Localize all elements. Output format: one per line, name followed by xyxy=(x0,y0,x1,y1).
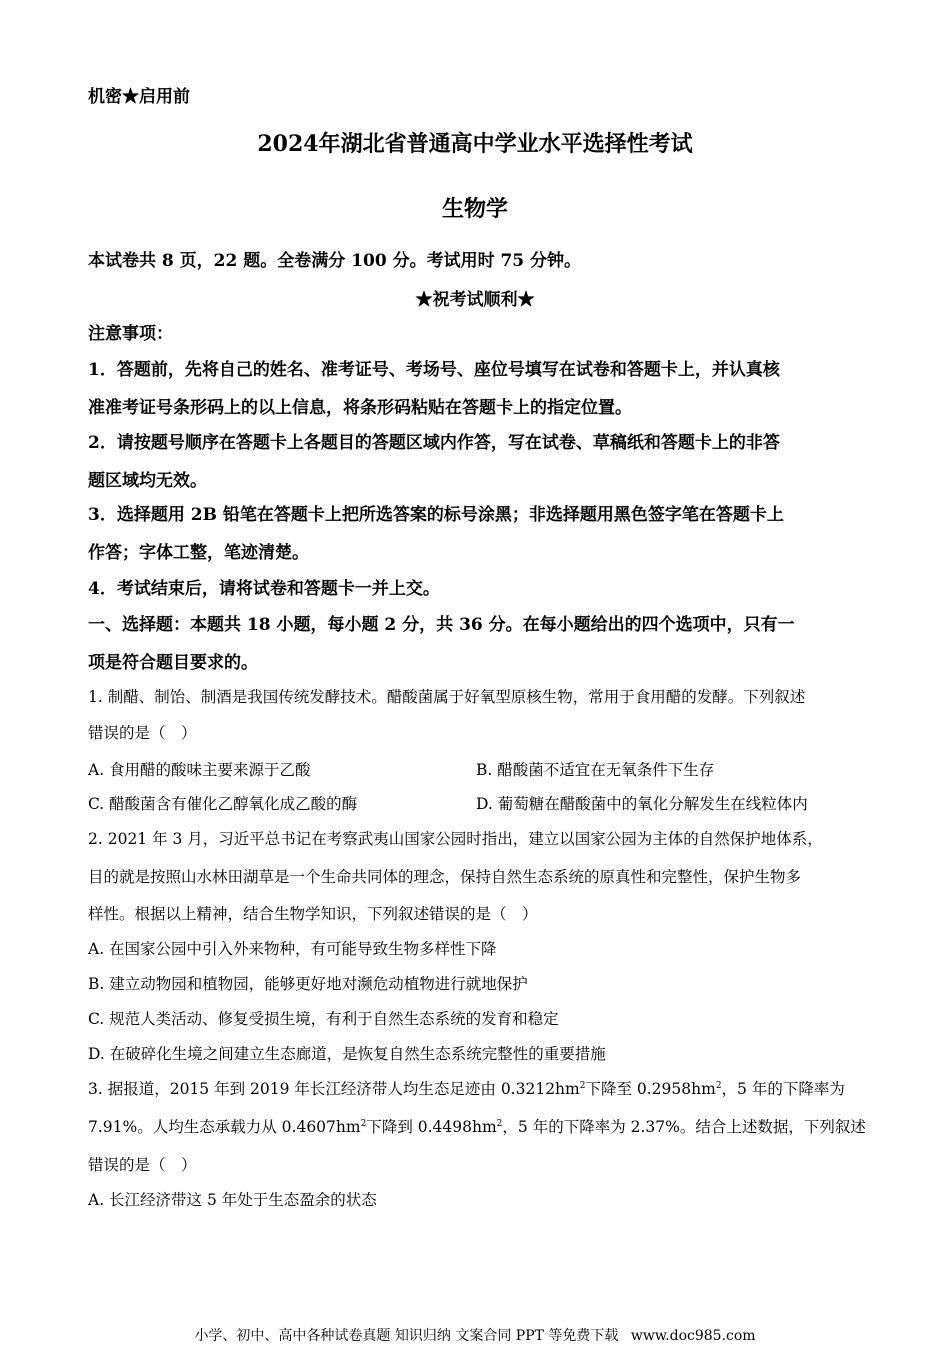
exam-info: 本试卷共 8 页，22 题。全卷满分 100 分。考试用时 75 分钟。 xyxy=(88,251,582,271)
question-2-line-1: 2. 2021 年 3 月，习近平总书记在考察武夷山国家公园时指出，建立以国家公园为主体的自然保护地体系， xyxy=(88,830,823,848)
question-1-line-2: 错误的是（ ） xyxy=(88,724,197,742)
superscript-2: 2 xyxy=(360,1118,367,1129)
exam-title: 2024年湖北省普通高中学业水平选择性考试 xyxy=(257,131,693,157)
confidential-label: 机密★启用前 xyxy=(88,87,190,107)
question-2-option-b: B. 建立动物园和植物园，能够更好地对濒危动植物进行就地保护 xyxy=(88,975,528,993)
note-2-line-2: 题区域均无效。 xyxy=(88,471,207,491)
note-1-line-1: 1．答题前，先将自己的姓名、准考证号、考场号、座位号填写在试卷和答题卡上，并认真核 xyxy=(88,360,780,380)
question-1-line-1: 1. 制醋、制饴、制酒是我国传统发酵技术。醋酸菌属于好氧型原核生物，常用于食用醋的发酵。下列叙述 xyxy=(88,688,806,706)
question-2-line-2: 目的就是按照山水林田湖草是一个生命共同体的理念，保持自然生态系统的原真性和完整性，保护生物多 xyxy=(88,868,802,886)
note-3-line-1: 3．选择题用 2B 铅笔在答题卡上把所选答案的标号涂黑；非选择题用黑色签字笔在答题卡上 xyxy=(88,505,784,525)
question-3-option-a: A. 长江经济带这 5 年处于生态盈余的状态 xyxy=(88,1191,377,1209)
footer-url: www.doc985.com xyxy=(630,1328,756,1344)
note-4: 4．考试结束后，请将试卷和答题卡一并上交。 xyxy=(88,579,440,599)
section-1-line-1: 一、选择题：本题共 18 小题，每小题 2 分，共 36 分。在每小题给出的四个选项中，只有一 xyxy=(88,615,795,635)
question-3-line-1 xyxy=(88,1077,845,1099)
question-2-option-d: D. 在破碎化生境之间建立生态廊道，是恢复自然生态系统完整性的重要措施 xyxy=(88,1045,606,1063)
footer-text: 小学、初中、高中各种试卷真题 知识归纳 文案合同 PPT 等免费下载 xyxy=(194,1328,619,1344)
q3-text-part: 3. 据报道，2015 年到 2019 年长江经济带人均生态足迹由 0.3212hm xyxy=(88,1080,580,1098)
note-1-line-2: 准准考证号条形码上的以上信息，将条形码粘贴在答题卡上的指定位置。 xyxy=(88,398,632,418)
question-3-line-3: 错误的是（ ） xyxy=(88,1156,197,1174)
q3-text-part: ，5 年的下降率为 2.37%。结合上述数据，下列叙述 xyxy=(502,1118,866,1136)
q3-text-part: 下降至 0.2958hm xyxy=(585,1080,716,1098)
q3-text-part: 下降到 0.4498hm xyxy=(366,1118,497,1136)
good-luck-banner: ★祝考试顺利★ xyxy=(415,290,535,310)
question-2-option-c: C. 规范人类活动、修复受损生境，有利于自然生态系统的发育和稳定 xyxy=(88,1010,559,1028)
question-1-option-c: C. 醋酸菌含有催化乙醇氧化成乙酸的酶 xyxy=(88,795,358,813)
q3-text-part: ，5 年的下降率为 xyxy=(721,1080,845,1098)
q3-text-part: 7.91%。人均生态承载力从 0.4607hm xyxy=(88,1118,361,1136)
superscript-2: 2 xyxy=(496,1118,503,1129)
question-3-line-2 xyxy=(88,1115,866,1137)
notes-heading: 注意事项： xyxy=(88,324,173,344)
question-1-option-b: B. 醋酸菌不适宜在无氧条件下生存 xyxy=(476,761,715,779)
question-2-line-3: 样性。根据以上精神，结合生物学知识，下列叙述错误的是（ ） xyxy=(88,905,538,923)
subject-title: 生物学 xyxy=(441,196,508,222)
question-2-option-a: A. 在国家公园中引入外来物种，有可能导致生物多样性下降 xyxy=(88,940,497,958)
superscript-2: 2 xyxy=(715,1080,722,1091)
note-2-line-1: 2．请按题号顺序在答题卡上各题目的答题区域内作答，写在试卷、草稿纸和答题卡上的非答 xyxy=(88,433,780,453)
note-3-line-2: 作答；字体工整，笔迹清楚。 xyxy=(88,543,309,563)
section-1-line-2: 项是符合题目要求的。 xyxy=(88,653,258,673)
superscript-2: 2 xyxy=(579,1080,586,1091)
question-1-option-a: A. 食用醋的酸味主要来源于乙酸 xyxy=(88,761,311,779)
question-1-option-d: D. 葡萄糖在醋酸菌中的氧化分解发生在线粒体内 xyxy=(476,795,808,813)
page-footer xyxy=(0,1325,950,1345)
